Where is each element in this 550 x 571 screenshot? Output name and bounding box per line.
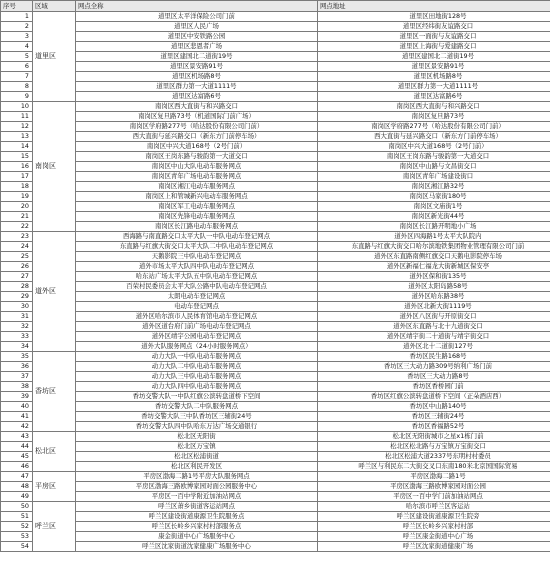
point-name: 呼兰区沈家街道沈家健康广场服务中心 bbox=[76, 542, 318, 552]
table-row bbox=[1, 12, 550, 22]
row-index: 4 bbox=[1, 42, 33, 52]
point-name: 康金街道中心广场服务中心 bbox=[76, 532, 318, 542]
point-address: 道外区哈东路38号 bbox=[318, 292, 550, 302]
row-index: 26 bbox=[1, 262, 33, 272]
row-index: 36 bbox=[1, 362, 33, 372]
point-name: 南岗区湘江电动车服务网点 bbox=[76, 182, 318, 192]
district-cell: 松北区 bbox=[33, 432, 76, 472]
point-name: 南岗区西大直街与和兴路交口 bbox=[76, 102, 318, 112]
table-row bbox=[1, 242, 550, 252]
row-index: 45 bbox=[1, 452, 33, 462]
point-name: 道里区中安铁路公园 bbox=[76, 32, 318, 42]
point-name: 香坊交警大队一中队红旗公滨转盘道桥下空间 bbox=[76, 392, 318, 402]
table-row bbox=[1, 432, 550, 442]
point-name: 哈东站广场太平大队五中队电动车登记网点 bbox=[76, 272, 318, 282]
point-address: 道里区机场路8号 bbox=[318, 72, 550, 82]
table-row bbox=[1, 232, 550, 242]
row-index: 9 bbox=[1, 92, 33, 102]
table-row bbox=[1, 82, 550, 92]
point-address: 南岗区西大直街与和兴路交口 bbox=[318, 102, 550, 112]
point-address: 道外区四海路1号太平大队院内 bbox=[318, 232, 550, 242]
table-row bbox=[1, 502, 550, 512]
row-index: 48 bbox=[1, 482, 33, 492]
table-row bbox=[1, 22, 550, 32]
point-address: 南岗区马家街180号 bbox=[318, 192, 550, 202]
point-address: 南岗区王岗东路与骏韵第一大道交口 bbox=[318, 152, 550, 162]
point-name: 道里区机场路8号 bbox=[76, 72, 318, 82]
point-address: 道外区北新大街1119号 bbox=[318, 302, 550, 312]
district-cell: 南岗区 bbox=[33, 102, 76, 232]
table-row bbox=[1, 262, 550, 272]
point-name: 道外区道台府门前广场电动车登记网点 bbox=[76, 322, 318, 332]
table-row bbox=[1, 512, 550, 522]
point-address: 道外区八区街与开原街交口 bbox=[318, 312, 550, 322]
table-row bbox=[1, 302, 550, 312]
row-index: 7 bbox=[1, 72, 33, 82]
row-index: 1 bbox=[1, 12, 33, 22]
row-index: 12 bbox=[1, 122, 33, 132]
district-cell: 道外区 bbox=[33, 232, 76, 352]
point-address: 南岗区青年广场建设街口 bbox=[318, 172, 550, 182]
point-name: 电动车登记网点 bbox=[76, 302, 318, 312]
row-index: 22 bbox=[1, 222, 33, 232]
point-name: 动力大队三中队电动车服务网点 bbox=[76, 372, 318, 382]
table-row bbox=[1, 392, 550, 402]
row-index: 51 bbox=[1, 512, 33, 522]
table-row bbox=[1, 532, 550, 542]
row-index: 13 bbox=[1, 132, 33, 142]
point-name: 西大直街与延兴路交口（新东方门前停车场） bbox=[76, 132, 318, 142]
point-name: 西海路与南直路交口太平大队一中队电动车登记网点 bbox=[76, 232, 318, 242]
table-row bbox=[1, 382, 550, 392]
table-row bbox=[1, 102, 550, 112]
point-name: 呼兰区长岭乡兴家村村部服务点 bbox=[76, 522, 318, 532]
row-index: 42 bbox=[1, 422, 33, 432]
table-row bbox=[1, 152, 550, 162]
point-name: 南岗区学府路277号（哈达股份有限公司门前） bbox=[76, 122, 318, 132]
point-address: 香坊区三大动力路8号 bbox=[318, 372, 550, 382]
point-address: 香坊区香桥园门前 bbox=[318, 382, 550, 392]
point-address: 南岗区湘江路32号 bbox=[318, 182, 550, 192]
row-index: 25 bbox=[1, 252, 33, 262]
header-address: 网点地址 bbox=[318, 1, 550, 12]
district-cell: 呼兰区 bbox=[33, 502, 76, 552]
table-row bbox=[1, 142, 550, 152]
point-address: 道外区太阳岛路58号 bbox=[318, 282, 550, 292]
table-row bbox=[1, 202, 550, 212]
point-address: 哈尔滨市呼兰区客运站 bbox=[318, 502, 550, 512]
point-address: 平房区渤海二路1号 bbox=[318, 472, 550, 482]
table-row bbox=[1, 212, 550, 222]
point-name: 南岗区长江路电动车服务网点 bbox=[76, 222, 318, 232]
row-index: 46 bbox=[1, 462, 33, 472]
table-row bbox=[1, 292, 550, 302]
table-row bbox=[1, 192, 550, 202]
point-name: 南岗区军工电动车服务网点 bbox=[76, 202, 318, 212]
point-address: 平房区渤海三路欧博家园对面公园 bbox=[318, 482, 550, 492]
point-name: 天鹅影院三中队电动车登记网点 bbox=[76, 252, 318, 262]
point-address: 东直路与红旗大街交口哈尔滨地铁集团物业管理有限公司门前 bbox=[318, 242, 550, 252]
point-name: 动力大队四中队电动车服务网点 bbox=[76, 382, 318, 392]
point-address: 呼兰区沈家街道健康广场 bbox=[318, 542, 550, 552]
point-name: 道外区哈尔滨市人民体育馆电动车登记网点 bbox=[76, 312, 318, 322]
row-index: 31 bbox=[1, 312, 33, 322]
point-name: 道里区悲恩者广场 bbox=[76, 42, 318, 52]
table-row bbox=[1, 32, 550, 42]
point-name: 道里区建国北二道街19号 bbox=[76, 52, 318, 62]
row-index: 2 bbox=[1, 22, 33, 32]
row-index: 18 bbox=[1, 182, 33, 192]
row-index: 44 bbox=[1, 442, 33, 452]
point-name: 南岗区中山大队电动车服务网点 bbox=[76, 162, 318, 172]
point-name: 动力大队一中队电动车服务网点 bbox=[76, 352, 318, 362]
row-index: 6 bbox=[1, 62, 33, 72]
table-row bbox=[1, 72, 550, 82]
table-row bbox=[1, 412, 550, 422]
table-row bbox=[1, 492, 550, 502]
point-address: 道外区靖宇街二十道街与靖宇街交口 bbox=[318, 332, 550, 342]
table-row bbox=[1, 342, 550, 352]
point-address: 道里区达富路6号 bbox=[318, 92, 550, 102]
point-address: 南岗区复旦路73号 bbox=[318, 112, 550, 122]
row-index: 5 bbox=[1, 52, 33, 62]
row-index: 28 bbox=[1, 282, 33, 292]
point-address: 松北区无阳街城市之星x1栋门前 bbox=[318, 432, 550, 442]
point-name: 动力大队二中队电动车服务网点 bbox=[76, 362, 318, 372]
point-name: 呼兰区萧乡街道客运站网点 bbox=[76, 502, 318, 512]
table-row bbox=[1, 112, 550, 122]
row-index: 15 bbox=[1, 152, 33, 162]
row-index: 35 bbox=[1, 352, 33, 362]
row-index: 16 bbox=[1, 162, 33, 172]
row-index: 50 bbox=[1, 502, 33, 512]
row-index: 47 bbox=[1, 472, 33, 482]
row-index: 27 bbox=[1, 272, 33, 282]
point-address: 南岗区中兴大道168号（2号门前） bbox=[318, 142, 550, 152]
row-index: 41 bbox=[1, 412, 33, 422]
point-address: 道里区建国北二道街19号 bbox=[318, 52, 550, 62]
table-row bbox=[1, 442, 550, 452]
point-address: 呼兰区长岭乡兴家村村部 bbox=[318, 522, 550, 532]
point-address: 道里区景安路91号 bbox=[318, 62, 550, 72]
point-address: 道里区上海街与爱建路交口 bbox=[318, 42, 550, 52]
row-index: 33 bbox=[1, 332, 33, 342]
row-index: 53 bbox=[1, 532, 33, 542]
header-name: 网点全称 bbox=[76, 1, 318, 12]
point-address: 道外区新福仁福龙大街新城区保安亭 bbox=[318, 262, 550, 272]
row-index: 23 bbox=[1, 232, 33, 242]
row-index: 20 bbox=[1, 202, 33, 212]
point-address: 道里区一面街与友谊路交口 bbox=[318, 32, 550, 42]
point-name: 道外大队服务网点（24小时服务网点） bbox=[76, 342, 318, 352]
point-name: 平房区一百中学附近加油站网点 bbox=[76, 492, 318, 502]
table-row bbox=[1, 332, 550, 342]
district-cell: 平房区 bbox=[33, 472, 76, 502]
point-address: 道里区经纬街友谊路交口 bbox=[318, 22, 550, 32]
point-name: 道里区群力第一大道1111号 bbox=[76, 82, 318, 92]
point-name: 太朗电动车登记网点 bbox=[76, 292, 318, 302]
table-row bbox=[1, 322, 550, 332]
point-name: 南岗区先锋电动车服务网点 bbox=[76, 212, 318, 222]
point-name: 道外区靖宇公园电动车登记网点 bbox=[76, 332, 318, 342]
header-district: 区域 bbox=[33, 1, 76, 12]
point-address: 道外区东直路与北十九道街交口 bbox=[318, 322, 550, 332]
point-address: 西大直街与延兴路交口（新东方门前停车场） bbox=[318, 132, 550, 142]
table-row bbox=[1, 422, 550, 432]
table-row bbox=[1, 452, 550, 462]
point-address: 道里区群力第一大道1111号 bbox=[318, 82, 550, 92]
row-index: 54 bbox=[1, 542, 33, 552]
row-index: 29 bbox=[1, 292, 33, 302]
table-row bbox=[1, 362, 550, 372]
point-name: 香坊交警大队二中队服务网点 bbox=[76, 402, 318, 412]
point-address: 南岗区文庙街1号 bbox=[318, 202, 550, 212]
point-address: 香坊区三大动力路309号纳利广场门前 bbox=[318, 362, 550, 372]
table-row bbox=[1, 252, 550, 262]
table-row bbox=[1, 62, 550, 72]
point-name: 南岗区上和管城新兴电动车服务网点 bbox=[76, 192, 318, 202]
table-row bbox=[1, 372, 550, 382]
table-row bbox=[1, 92, 550, 102]
table-row bbox=[1, 222, 550, 232]
point-address: 呼兰区康金街道中心广场 bbox=[318, 532, 550, 542]
table-row bbox=[1, 42, 550, 52]
table-row bbox=[1, 542, 550, 552]
table-row bbox=[1, 472, 550, 482]
table-row bbox=[1, 282, 550, 292]
row-index: 21 bbox=[1, 212, 33, 222]
point-address: 南岗区中山路与文昌街交口 bbox=[318, 162, 550, 172]
point-name: 松北区万宝镇 bbox=[76, 442, 318, 452]
row-index: 30 bbox=[1, 302, 33, 312]
point-name: 道里区景安路91号 bbox=[76, 62, 318, 72]
point-name: 平房区渤海二路1号平房大队服务网点 bbox=[76, 472, 318, 482]
row-index: 38 bbox=[1, 382, 33, 392]
point-address: 南岗区新光街44号 bbox=[318, 212, 550, 222]
table-row bbox=[1, 482, 550, 492]
row-index: 24 bbox=[1, 242, 33, 252]
row-index: 11 bbox=[1, 112, 33, 122]
point-name: 香坊交警大队三中队香坊区三辅街24号 bbox=[76, 412, 318, 422]
point-name: 道里区达富路6号 bbox=[76, 92, 318, 102]
point-name: 南岗区中兴大道168号（2号门前） bbox=[76, 142, 318, 152]
header-index: 序号 bbox=[1, 1, 33, 12]
point-name: 东直路与红旗大街交口太平大队二中队电动车登记网点 bbox=[76, 242, 318, 252]
point-address: 道里区田地街128号 bbox=[318, 12, 550, 22]
table-row bbox=[1, 522, 550, 532]
point-name: 百荣村民委员会太平大队公路中队电动车登记网点 bbox=[76, 282, 318, 292]
row-index: 49 bbox=[1, 492, 33, 502]
table-row bbox=[1, 52, 550, 62]
point-address: 呼兰区建设街道康源卫生院旁 bbox=[318, 512, 550, 522]
row-index: 10 bbox=[1, 102, 33, 112]
row-index: 3 bbox=[1, 32, 33, 42]
point-name: 香坊交警大队四中队哈东万达广场交通银行 bbox=[76, 422, 318, 432]
point-name: 南岗区复旦路73号（机道国际门前广场） bbox=[76, 112, 318, 122]
point-address: 香坊区中山路140号 bbox=[318, 402, 550, 412]
row-index: 40 bbox=[1, 402, 33, 412]
row-index: 34 bbox=[1, 342, 33, 352]
table-row bbox=[1, 462, 550, 472]
table-row bbox=[1, 172, 550, 182]
table-row bbox=[1, 162, 550, 172]
table-header-row bbox=[1, 1, 550, 12]
table-row bbox=[1, 132, 550, 142]
row-index: 39 bbox=[1, 392, 33, 402]
point-address: 香坊区民生路168号 bbox=[318, 352, 550, 362]
point-address: 香坊区红旗公滨转盘道桥下空间（正朵酒店西） bbox=[318, 392, 550, 402]
district-cell: 道里区 bbox=[33, 12, 76, 102]
row-index: 52 bbox=[1, 522, 33, 532]
point-name: 松北区无阳街 bbox=[76, 432, 318, 442]
point-address: 道外区东直路南侧红旗交口天鹅电影院停车场 bbox=[318, 252, 550, 262]
point-address: 松北区松北路与万宝镇万宝街交口 bbox=[318, 442, 550, 452]
row-index: 37 bbox=[1, 372, 33, 382]
table-row bbox=[1, 272, 550, 282]
district-cell: 香坊区 bbox=[33, 352, 76, 432]
point-address: 道外区北十二道街127号 bbox=[318, 342, 550, 352]
point-address: 道外区保和街135号 bbox=[318, 272, 550, 282]
row-index: 43 bbox=[1, 432, 33, 442]
table-row bbox=[1, 122, 550, 132]
point-address: 松北区松浦大道2337号东明村村委员 bbox=[318, 452, 550, 462]
table-row bbox=[1, 182, 550, 192]
row-index: 32 bbox=[1, 322, 33, 332]
point-address: 南岗区学府路277号（哈达股份有限公司门前） bbox=[318, 122, 550, 132]
point-name: 松北区松浦街道 bbox=[76, 452, 318, 462]
point-name: 平房区渤海三路欧博家园对面公园服务中心 bbox=[76, 482, 318, 492]
table-row bbox=[1, 402, 550, 412]
point-name: 道外市场太平大队四中队电动车登记网点 bbox=[76, 262, 318, 272]
table-row bbox=[1, 352, 550, 362]
table-row bbox=[1, 312, 550, 322]
point-address: 南岗区长江路开明地小广场 bbox=[318, 222, 550, 232]
point-address: 香坊区香福路52号 bbox=[318, 422, 550, 432]
point-name: 道里区太平洋保险公司门前 bbox=[76, 12, 318, 22]
row-index: 19 bbox=[1, 192, 33, 202]
point-name: 南岗区青年广场电动车服务网点 bbox=[76, 172, 318, 182]
point-name: 道里区人民广场 bbox=[76, 22, 318, 32]
point-address: 香坊区三辅街24号 bbox=[318, 412, 550, 422]
point-name: 松北区利民开发区 bbox=[76, 462, 318, 472]
row-index: 14 bbox=[1, 142, 33, 152]
point-address: 平房区一百中学门前加油站网点 bbox=[318, 492, 550, 502]
row-index: 8 bbox=[1, 82, 33, 92]
point-name: 呼兰区建设街道康源卫生院服务点 bbox=[76, 512, 318, 522]
point-address: 呼兰区与利民东二大街交叉口东南180米北京国国际贸易 bbox=[318, 462, 550, 472]
point-name: 南岗区王岗东路与骏韵第一大道交口 bbox=[76, 152, 318, 162]
row-index: 17 bbox=[1, 172, 33, 182]
